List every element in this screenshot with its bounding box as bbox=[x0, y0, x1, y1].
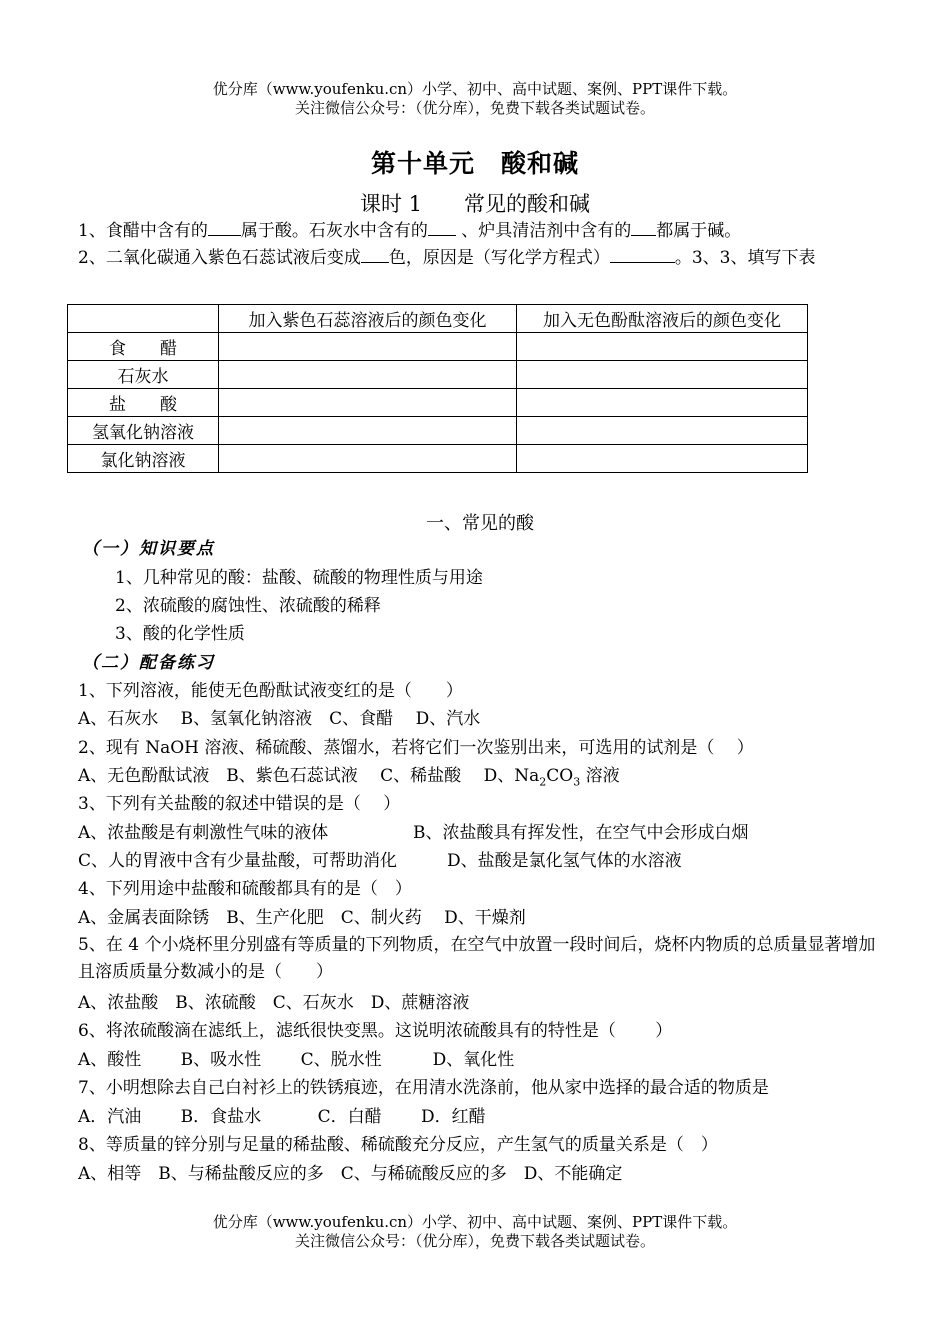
table-cell bbox=[517, 417, 808, 445]
table-cell bbox=[517, 361, 808, 389]
question-5-options: A、浓盐酸 B、浓硫酸 C、石灰水 D、蔗糖溶液 bbox=[78, 993, 470, 1013]
page-subtitle: 课时 1 常见的酸和碱 bbox=[359, 192, 591, 216]
table-row-label: 盐 酸 bbox=[68, 389, 219, 417]
question-6-options: A、酸性 B、吸水性 C、脱水性 D、氧化性 bbox=[78, 1050, 515, 1070]
question-4: 4、下列用途中盐酸和硫酸都具有的是（ ） bbox=[78, 879, 412, 899]
section-title: 一、常见的酸 bbox=[426, 513, 534, 534]
question-2: 2、现有 NaOH 溶液、稀硫酸、蒸馏水，若将它们一次鉴别出来，可选用的试剂是（ ） bbox=[78, 738, 754, 758]
table-cell bbox=[219, 417, 517, 445]
q2-options-formula: CO bbox=[546, 766, 574, 786]
intro-question-2 bbox=[78, 245, 878, 272]
table-row bbox=[68, 417, 808, 445]
table-row-label: 石灰水 bbox=[68, 361, 219, 389]
footer-line-1: 优分库（www.youfenku.cn）小学、初中、高中试题、案例、PPT课件下载。 bbox=[212, 1213, 738, 1231]
q2-options-text: A、无色酚酞试液 B、紫色石蕊试液 C、稀盐酸 D、Na bbox=[78, 766, 540, 786]
table-cell bbox=[219, 389, 517, 417]
blank-2 bbox=[428, 219, 456, 236]
q1-part-3: 、炉具清洁剂中含有的 bbox=[455, 221, 632, 241]
page-title: 第十单元 酸和碱 bbox=[370, 149, 579, 178]
table-row-label: 氢氧化钠溶液 bbox=[68, 417, 219, 445]
table-header-cell bbox=[68, 305, 219, 333]
q1-part-4: 都属于碱。 bbox=[656, 221, 742, 241]
header-line-2: 关注微信公众号：（优分库），免费下载各类试题试卷。 bbox=[294, 99, 655, 117]
subscript: 3 bbox=[573, 775, 581, 789]
question-3-option-d: D、盐酸是氯化氢气体的水溶液 bbox=[447, 851, 682, 871]
table-cell bbox=[219, 333, 517, 361]
table-row bbox=[68, 361, 808, 389]
table-row-label: 食 醋 bbox=[68, 333, 219, 361]
table-cell bbox=[517, 333, 808, 361]
table-cell bbox=[517, 445, 808, 473]
question-8-options: A、相等 B、与稀盐酸反应的多 C、与稀硫酸反应的多 D、不能确定 bbox=[78, 1164, 623, 1184]
question-3-option-c: C、人的胃液中含有少量盐酸，可帮助消化 bbox=[78, 851, 398, 871]
footer-line-2: 关注微信公众号：（优分库），免费下载各类试题试卷。 bbox=[294, 1232, 655, 1250]
subscript: 2 bbox=[539, 775, 547, 789]
table-row bbox=[68, 445, 808, 473]
q2-part-3: 。3、3、填写下表 bbox=[674, 248, 816, 268]
question-6: 6、将浓硫酸滴在滤纸上，滤纸很快变黑。这说明浓硫酸具有的特性是（ ） bbox=[78, 1021, 673, 1041]
table-header-cell: 加入紫色石蕊溶液后的颜色变化 bbox=[219, 305, 517, 333]
blank-4 bbox=[361, 246, 389, 263]
knowledge-item: 1、几种常见的酸：盐酸、硫酸的物理性质与用途 bbox=[115, 568, 483, 588]
question-2-options bbox=[78, 765, 620, 793]
table-cell bbox=[219, 361, 517, 389]
question-3-option-a: A、浓盐酸是有刺激性气味的液体 bbox=[78, 823, 329, 843]
table-cell bbox=[517, 389, 808, 417]
knowledge-item: 3、酸的化学性质 bbox=[115, 624, 245, 644]
intro-question-1 bbox=[78, 219, 741, 242]
question-7: 7、小明想除去自己白衬衫上的铁锈痕迹，在用清水洗涤前，他从家中选择的最合适的物质是 bbox=[78, 1078, 769, 1098]
blank-1 bbox=[208, 219, 241, 236]
question-4-options: A、金属表面除锈 B、生产化肥 C、制火药 D、干燥剂 bbox=[78, 908, 526, 928]
question-8: 8、等质量的锌分别与足量的稀盐酸、稀硫酸充分反应，产生氢气的质量关系是（ ） bbox=[78, 1135, 718, 1155]
question-5: 5、在 4 个小烧杯里分别盛有等质量的下列物质，在空气中放置一段时间后，烧杯内物质的总质量显著增加且溶质质量分数减小的是（ ） bbox=[78, 935, 876, 982]
blank-5 bbox=[610, 246, 675, 263]
q1-part-2: 属于酸。石灰水中含有的 bbox=[240, 221, 428, 241]
table-row bbox=[68, 389, 808, 417]
color-change-table bbox=[67, 304, 808, 473]
table-header-cell: 加入无色酚酞溶液后的颜色变化 bbox=[517, 305, 808, 333]
practice-heading: （二）配备练习 bbox=[82, 653, 215, 673]
knowledge-item: 2、浓硫酸的腐蚀性、浓硫酸的稀释 bbox=[115, 596, 381, 616]
question-1: 1、下列溶液，能使无色酚酞试液变红的是（ ） bbox=[78, 681, 463, 701]
question-1-options: A、石灰水 B、氢氧化钠溶液 C、食醋 D、汽水 bbox=[78, 709, 481, 729]
question-7-options: A．汽油 B．食盐水 C．白醋 D．红醋 bbox=[78, 1107, 486, 1127]
q2-options-tail: 溶液 bbox=[580, 766, 620, 786]
question-3-option-b: B、浓盐酸具有挥发性，在空气中会形成白烟 bbox=[413, 823, 749, 843]
table-row bbox=[68, 333, 808, 361]
blank-3 bbox=[631, 219, 656, 236]
table-header-row bbox=[68, 305, 808, 333]
question-3: 3、下列有关盐酸的叙述中错误的是（ ） bbox=[78, 794, 401, 814]
q1-part-1: 1、食醋中含有的 bbox=[78, 221, 208, 241]
table-row-label: 氯化钠溶液 bbox=[68, 445, 219, 473]
table-cell bbox=[219, 445, 517, 473]
knowledge-heading: （一）知识要点 bbox=[82, 539, 215, 559]
q2-part-2: 色，原因是（写化学方程式） bbox=[388, 248, 610, 268]
header-line-1: 优分库（www.youfenku.cn）小学、初中、高中试题、案例、PPT课件下载。 bbox=[212, 80, 738, 98]
q2-part-1: 2、二氧化碳通入紫色石蕊试液后变成 bbox=[78, 248, 361, 268]
